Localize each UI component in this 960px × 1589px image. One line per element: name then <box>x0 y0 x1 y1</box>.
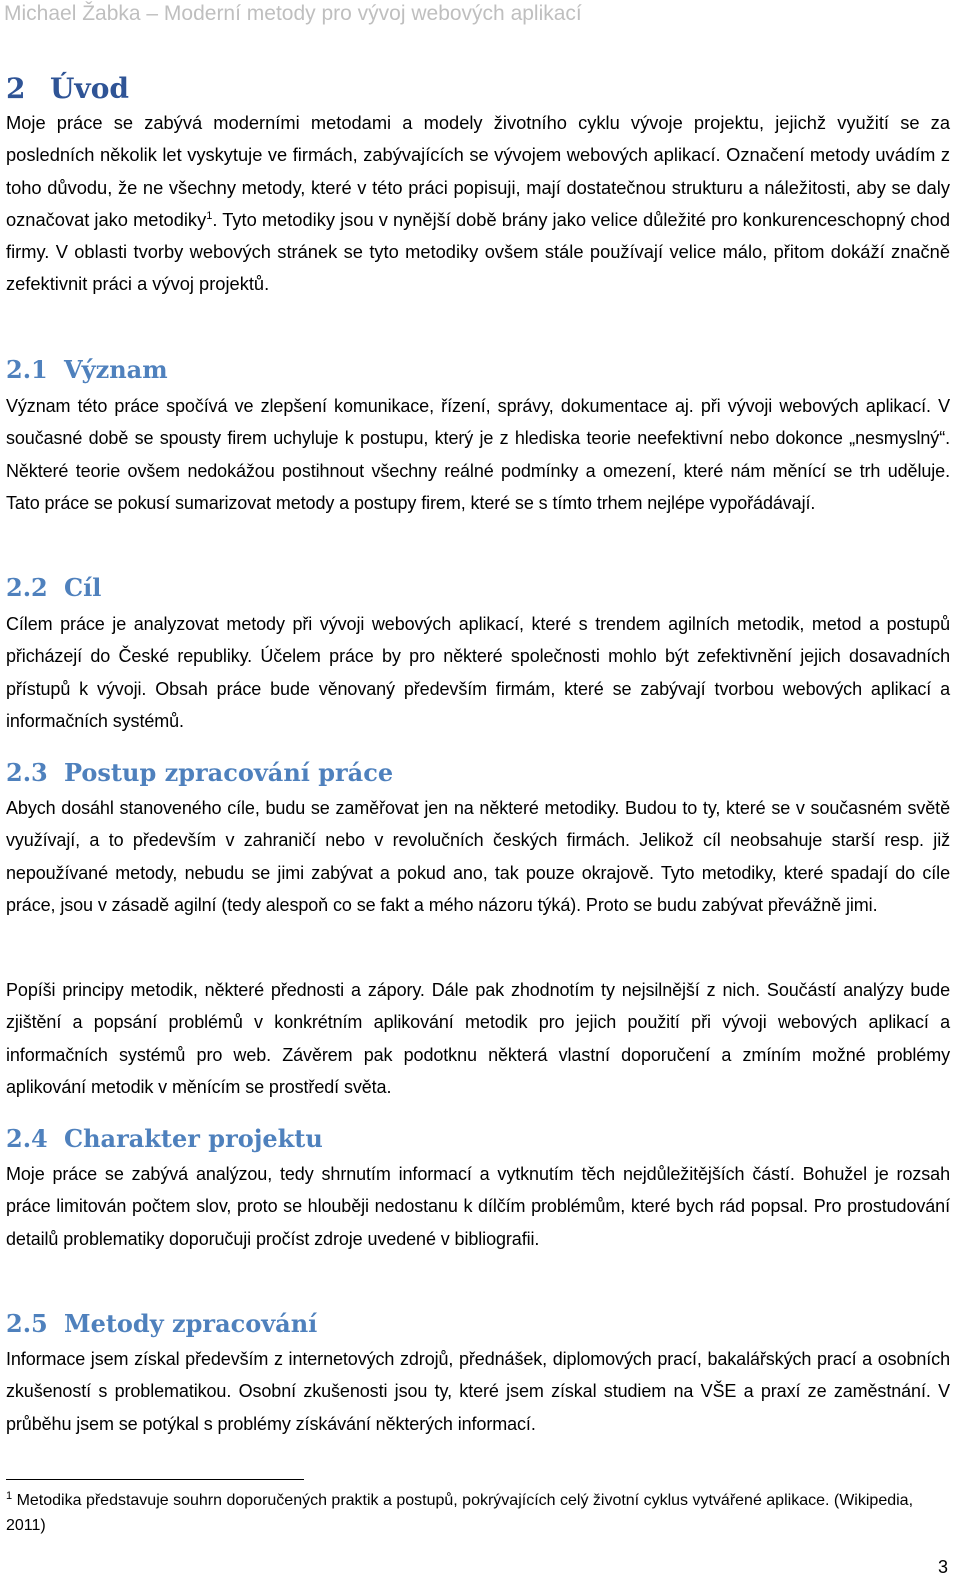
section-number: 2.3 <box>6 758 48 787</box>
paragraph-cil: Cílem práce je analyzovat metody při vývoji webových aplikací, které s trendem agilních metodik, metod a postupů přicházejí do České republiky. Účelem práce by pro některé společnosti mohlo být zefektivnění jejich dosavadních přístupů k vývoji. Obsah práce bude věnovaný především firmám, které se zabývají tvorbou webových aplikací a informačních systémů. <box>6 614 950 731</box>
paragraph-vyznam: Význam této práce spočívá ve zlepšení komunikace, řízení, správy, dokumentace aj. při vývoji webových aplikací. V současné době se spousty firem uchyluje k postupu, který je z hlediska teorie neefektivní nebo dokonce „nesmyslný“. Některé teorie ovšem nedokážou postihnout všechny reálné podmínky a omezení, které nám měnící se trh uděluje. Tato práce se pokusí sumarizovat metody a postupy firem, které se s tímto trhem nejlépe vypořádávají. <box>6 396 950 513</box>
section-number: 2.4 <box>6 1124 48 1153</box>
section-heading-metody <box>6 1309 317 1338</box>
paragraph-charakter: Moje práce se zabývá analýzou, tedy shrnutím informací a vytknutím těch nejdůležitějších částí. Bohužel je rozsah práce limitován počtem slov, proto se hlouběji nedostanu k dílčím problémům, které bych rád popsal. Pro prostudování detailů problematiky doporučuji pročíst zdroje uvedené v bibliografii. <box>6 1164 950 1249</box>
section-number: 2.2 <box>6 573 48 602</box>
chapter-number: 2 <box>6 72 26 105</box>
intro-text-end: . Tyto metodiky jsou v nynější době brány jako velice důležité pro konkurenceschopný chod firmy. V oblasti tvorby webových stránek se tyto metodiky ovšem stále používají velice málo, přitom dokáží značně zefektivnit práci a vývoj projektů. <box>6 208 950 295</box>
section-title: Metody zpracování <box>64 1309 318 1338</box>
chapter-heading <box>6 72 129 105</box>
footnote-marker: 1 <box>6 1490 13 1502</box>
section-heading-charakter <box>6 1124 323 1153</box>
section-number: 2.1 <box>6 355 48 384</box>
page-number: 3 <box>937 1557 948 1577</box>
footnote-text: Metodika představuje souhrn doporučených praktik a postupů, pokrývajících celý životní cyklus vytvářené aplikace. (Wikipedia, 2011) <box>6 1492 914 1534</box>
running-header: Michael Žabka – Moderní metody pro vývoj webových aplikací <box>4 2 582 25</box>
section-heading-vyznam <box>6 355 168 384</box>
section-title: Cíl <box>64 573 102 602</box>
chapter-title: Úvod <box>50 72 129 105</box>
section-title: Význam <box>64 355 168 384</box>
footnote-reference: 1 <box>206 209 213 222</box>
footnote-separator <box>6 1479 304 1480</box>
section-heading-postup <box>6 758 393 787</box>
section-heading-cil <box>6 573 101 602</box>
footnote <box>6 1488 916 1538</box>
section-number: 2.5 <box>6 1309 48 1338</box>
paragraph-metody: Informace jsem získal především z internetových zdrojů, přednášek, diplomových prací, bakalářských prací a osobních zkušeností s problematikou. Osobní zkušenosti jsou ty, které jsem získal studiem na VŠE a praxí ze zaměstnání. V průběhu jsem se potýkal s problémy získávání některých informací. <box>6 1349 950 1434</box>
paragraph-postup-2: Popíši principy metodik, některé přednosti a zápory. Dále pak zhodnotím ty nejsilnější z nich. Součástí analýzy bude zjištění a popsání problémů v konkrétním aplikování metodik pro jejich použití při vývoji webových aplikací a informačních systémů pro web. Závěrem pak podotknu některá vlastní doporučení a zmíním možné problémy aplikování metodik v měnícím se prostředí světa. <box>6 980 950 1097</box>
paragraph-postup-1: Abych dosáhl stanoveného cíle, budu se zaměřovat jen na některé metodiky. Budou to ty, které se v současném světě využívají, a to především v zahraničí nebo v revolučních českých firmách. Jelikož cíl neobsahuje starší resp. již nepoužívané metody, nebudu se jimi zabývat a pokud ano, tak pouze okrajově. Tyto metodiky, které spadají do cíle práce, jsou v zásadě agilní (tedy alespoň co se fakt a mého názoru týká). Proto se budu zabývat převážně jimi. <box>6 798 950 915</box>
intro-paragraph <box>6 107 950 301</box>
section-title: Postup zpracování práce <box>64 758 394 787</box>
intro-text-start: Moje práce se zabývá moderními metodami a modely životního cyklu vývoje projektu, jejichž využití se za posledních několik let vyskytuje ve firmách, zabývajících se vývojem webových aplikací. Označení metody uvádím z toho důvodu, že ne všechny metody, které v této práci popisuji, mají dostatečnou strukturu a náležitosti, aby se daly označovat jako metodiky <box>6 112 950 230</box>
section-title: Charakter projektu <box>64 1124 323 1153</box>
